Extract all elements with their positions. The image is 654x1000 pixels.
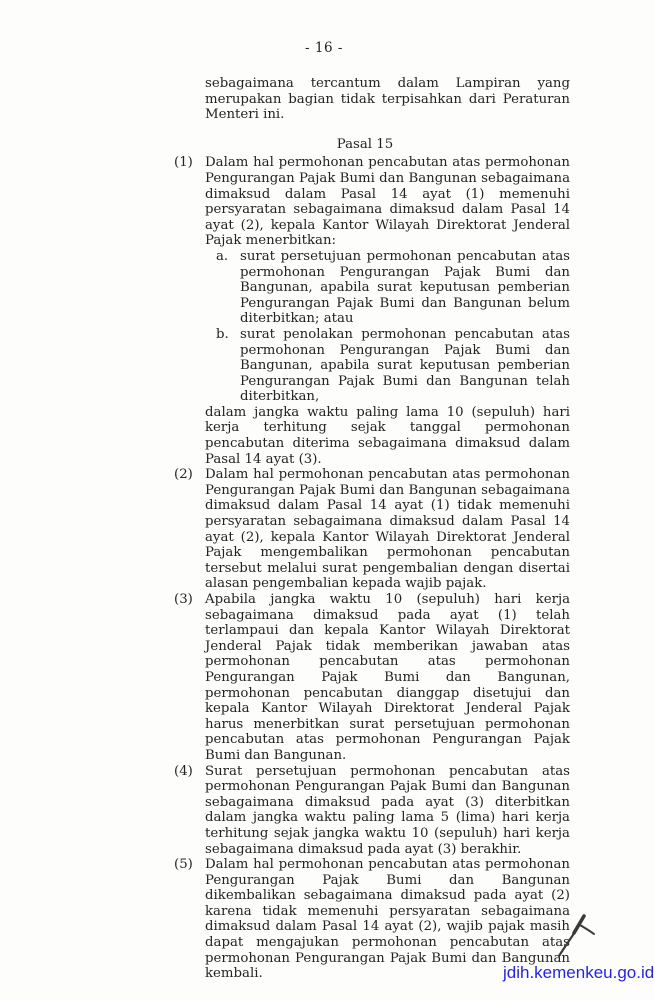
intro-paragraph: sebagaimana tercantum dalam Lampiran yang merupakan bagian tidak terpisahkan dari Peraturan Menteri ini. — [205, 76, 570, 123]
page-number: - 16 - — [305, 40, 343, 56]
clause-1-closing: dalam jangka waktu paling lama 10 (sepuluh) hari kerja terhitung sejak tanggal permohonan pencabutan diterima sebagaimana dimaksud dalam Pasal 14 ayat (3). — [205, 404, 570, 467]
clause-3-body — [205, 592, 570, 764]
clause-1-body — [205, 155, 570, 467]
clause-1-subitem-b — [216, 327, 570, 405]
section-title-pasal-15: Pasal 15 — [336, 136, 394, 152]
clause-3-number: (3) — [174, 592, 193, 607]
clause-2-body — [205, 467, 570, 592]
subitem-b-letter: b. — [216, 326, 229, 342]
clause-5-number: (5) — [174, 857, 193, 873]
document-body — [174, 76, 570, 982]
clause-3 — [174, 592, 570, 764]
subitem-b-text: surat penolakan permohonan pencabutan atas permohonan Pengurangan Pajak Bumi dan Bangunan, apabila surat keputusan pemberian Pengurangan Pajak Bumi dan Bangunan telah diterbitkan, — [240, 326, 570, 405]
clause-4-text: Surat persetujuan permohonan pencabutan atas permohonan Pengurangan Pajak Bumi dan Bangunan sebagaimana dimaksud pada ayat (3) diterbitkan dalam jangka waktu paling lama 5 (lima) hari kerja terhitung sejak jangka waktu 10 (sepuluh) hari kerja sebagaimana dimaksud pada ayat (3) berakhir. — [205, 763, 570, 857]
clause-4 — [174, 764, 570, 858]
subitem-a-text: surat persetujuan permohonan pencabutan atas permohonan Pengurangan Pajak Bumi dan Bangunan, apabila surat keputusan pemberian Pengurangan Pajak Bumi dan Bangunan belum diterbitkan; atau — [240, 248, 570, 327]
clause-2 — [174, 467, 570, 592]
clause-5-text: Dalam hal permohonan pencabutan atas permohonan Pengurangan Pajak Bumi dan Bangunan dikembalikan sebagaimana dimaksud pada ayat (2) karena tidak memenuhi persyaratan sebagaimana dimaksud dalam Pasal 14 ayat (2), wajib pajak masih dapat mengajukan permohonan pencabutan atas permohonan Pengurangan Pajak Bumi dan Bangunan kembali. — [205, 857, 570, 982]
subitem-a-letter: a. — [216, 248, 229, 264]
clause-4-body — [205, 764, 570, 858]
clause-1-text: Dalam hal permohonan pencabutan atas permohonan Pengurangan Pajak Bumi dan Bangunan sebagaimana dimaksud dalam Pasal 14 ayat (1) memenuhi persyaratan sebagaimana dimaksud dalam Pasal 14 ayat (2), kepala Kantor Wilayah Direktorat Jenderal Pajak menerbitkan: — [205, 155, 570, 249]
clause-2-number: (2) — [174, 467, 193, 483]
clause-1-number: (1) — [174, 155, 193, 171]
jdih-kemenkeu-watermark: jdih.kemenkeu.go.id — [503, 963, 654, 982]
clause-1-subitem-a — [216, 249, 570, 327]
clause-4-number: (4) — [174, 763, 193, 779]
handwritten-paraf-mark — [548, 906, 600, 962]
clause-1 — [174, 155, 570, 467]
clause-3-text: Apabila jangka waktu 10 (sepuluh) hari kerja sebagaimana dimaksud pada ayat (1) telah terlampaui dan kepala Kantor Wilayah Direktorat Jenderal Pajak tidak memberikan jawaban atas permohonan pencabutan atas permohonan Pengurangan Pajak Bumi dan Bangunan, permohonan pencabutan dianggap disetujui dan kepala Kantor Wilayah Direktorat Jenderal Pajak harus menerbitkan surat persetujuan permohonan pencabutan atas permohonan Pengurangan Pajak Bumi dan Bangunan. — [205, 592, 570, 763]
clause-2-text: Dalam hal permohonan pencabutan atas permohonan Pengurangan Pajak Bumi dan Bangunan sebagaimana dimaksud dalam Pasal 14 ayat (1) tidak memenuhi persyaratan sebagaimana dimaksud dalam Pasal 14 ayat (2), kepala Kantor Wilayah Direktorat Jenderal Pajak mengembalikan permohonan pencabutan tersebut melalui surat pengembalian dengan disertai alasan pengembalian kepada wajib pajak. — [205, 467, 570, 592]
